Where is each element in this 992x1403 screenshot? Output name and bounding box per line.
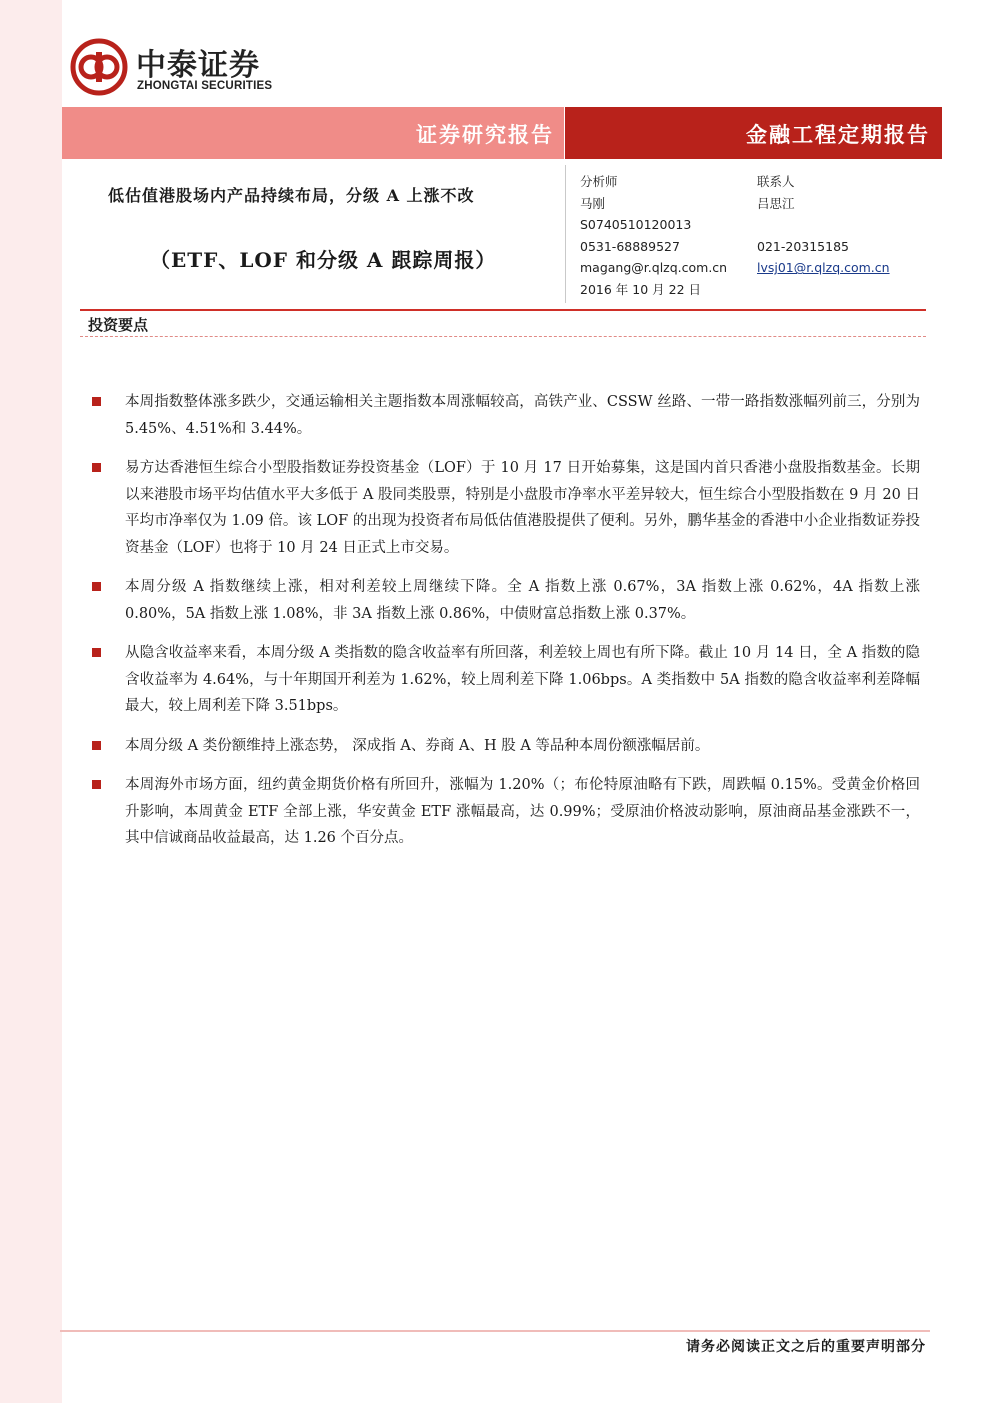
analyst-license: S0740510120013 xyxy=(580,217,692,233)
analyst-role: 分析师 xyxy=(580,174,618,189)
list-item: 易方达香港恒生综合小型股指数证券投资基金（LOF）于 10 月 17 日开始募集，这是国内首只香港小盘股指数基金。长期以来港股市场平均估值水平大多低于 A 股同类股票，特别是小盘股市净率水平差异较大，恒生综合小型股指数在 9 月 20 日平均市净率仅为 1.09 倍。该 LOF 的出现为投资者布局低估值港股提供了便利。另外，鹏华基金的香港中小企业指数证券投资基金（LOF）也将于 10 月 24 日正式上市交易。 xyxy=(90,455,920,561)
section-rule-top xyxy=(80,309,926,311)
report-subtitle: （ETF、LOF 和分级 A 跟踪周报） xyxy=(150,248,497,272)
analyst-name: 马刚 xyxy=(580,195,606,211)
report-title: 低估值港股场内产品持续布局，分级 A 上涨不改 xyxy=(108,186,475,205)
key-points-list xyxy=(90,389,920,865)
footer-disclaimer: 请务必阅读正文之后的重要声明部分 xyxy=(686,1339,926,1355)
section-rule-bottom xyxy=(80,336,926,337)
report-category-banner xyxy=(62,107,564,159)
logo-english-name: ZHONGTAI SECURITIES xyxy=(137,80,273,92)
list-item: 从隐含收益率来看，本周分级 A 类指数的隐含收益率有所回落，利差较上周也有所下降。截止 10 月 14 日，全 A 指数的隐含收益率为 4.64%，与十年期国开利差为 1.62%，较上周利差下降 1.06bps。A 类指数中 5A 指数的隐含收益率利差降幅最大，较上周利差下降 3.51bps。 xyxy=(90,640,920,720)
section-heading: 投资要点 xyxy=(88,316,149,334)
company-logo xyxy=(70,38,310,98)
list-item: 本周分级 A 类份额维持上涨态势， 深成指 A、券商 A、H 股 A 等品种本周份额涨幅居前。 xyxy=(90,733,920,760)
analyst-email: magang@r.qlzq.com.cn xyxy=(580,260,728,276)
bullet-square-icon xyxy=(92,741,101,750)
list-item: 本周分级 A 指数继续上涨，相对利差较上周继续下降。全 A 指数上涨 0.67%，3A 指数上涨 0.62%，4A 指数上涨 0.80%，5A 指数上涨 1.08%，非 3A 指数上涨 0.86%，中债财富总指数上涨 0.37%。 xyxy=(90,574,920,627)
list-item: 本周指数整体涨多跌少，交通运输相关主题指数本周涨幅较高，高铁产业、CSSW 丝路、一带一路指数涨幅列前三，分别为 5.45%、4.51%和 3.44%。 xyxy=(90,389,920,442)
header-divider xyxy=(565,165,566,303)
contact-phone: 021-20315185 xyxy=(757,238,849,254)
list-item: 本周海外市场方面，纽约黄金期货价格有所回升，涨幅为 1.20%（；布伦特原油略有下跌，周跌幅 0.15%。受黄金价格回升影响，本周黄金 ETF 全部上涨，华安黄金 ETF 涨幅最高，达 0.99%；受原油价格波动影响，原油商品基金涨跌不一，其中信诚商品收益最高，达 1.26 个百分点。 xyxy=(90,772,920,852)
banner-right-label: 金融工程定期报告 xyxy=(746,122,930,147)
report-date: 2016 年 10 月 22 日 xyxy=(580,281,701,297)
contact-name: 吕思江 xyxy=(757,195,795,211)
logo-chinese-name: 中泰证券 xyxy=(136,48,260,83)
bullet-square-icon xyxy=(92,463,101,472)
report-type-banner xyxy=(565,107,942,159)
analyst-phone: 0531-68889527 xyxy=(580,238,680,254)
bullet-square-icon xyxy=(92,648,101,657)
analyst-info xyxy=(580,171,727,301)
contact-info xyxy=(757,171,890,279)
zhongtai-logo-icon xyxy=(70,38,128,96)
contact-role: 联系人 xyxy=(757,174,795,189)
side-band xyxy=(0,0,62,1403)
footer-rule xyxy=(60,1330,930,1332)
bullet-square-icon xyxy=(92,780,101,789)
banner-left-label: 证券研究报告 xyxy=(416,122,554,147)
contact-email-link[interactable]: lvsj01@r.qlzq.com.cn xyxy=(757,260,890,276)
bullet-square-icon xyxy=(92,582,101,591)
bullet-square-icon xyxy=(92,397,101,406)
